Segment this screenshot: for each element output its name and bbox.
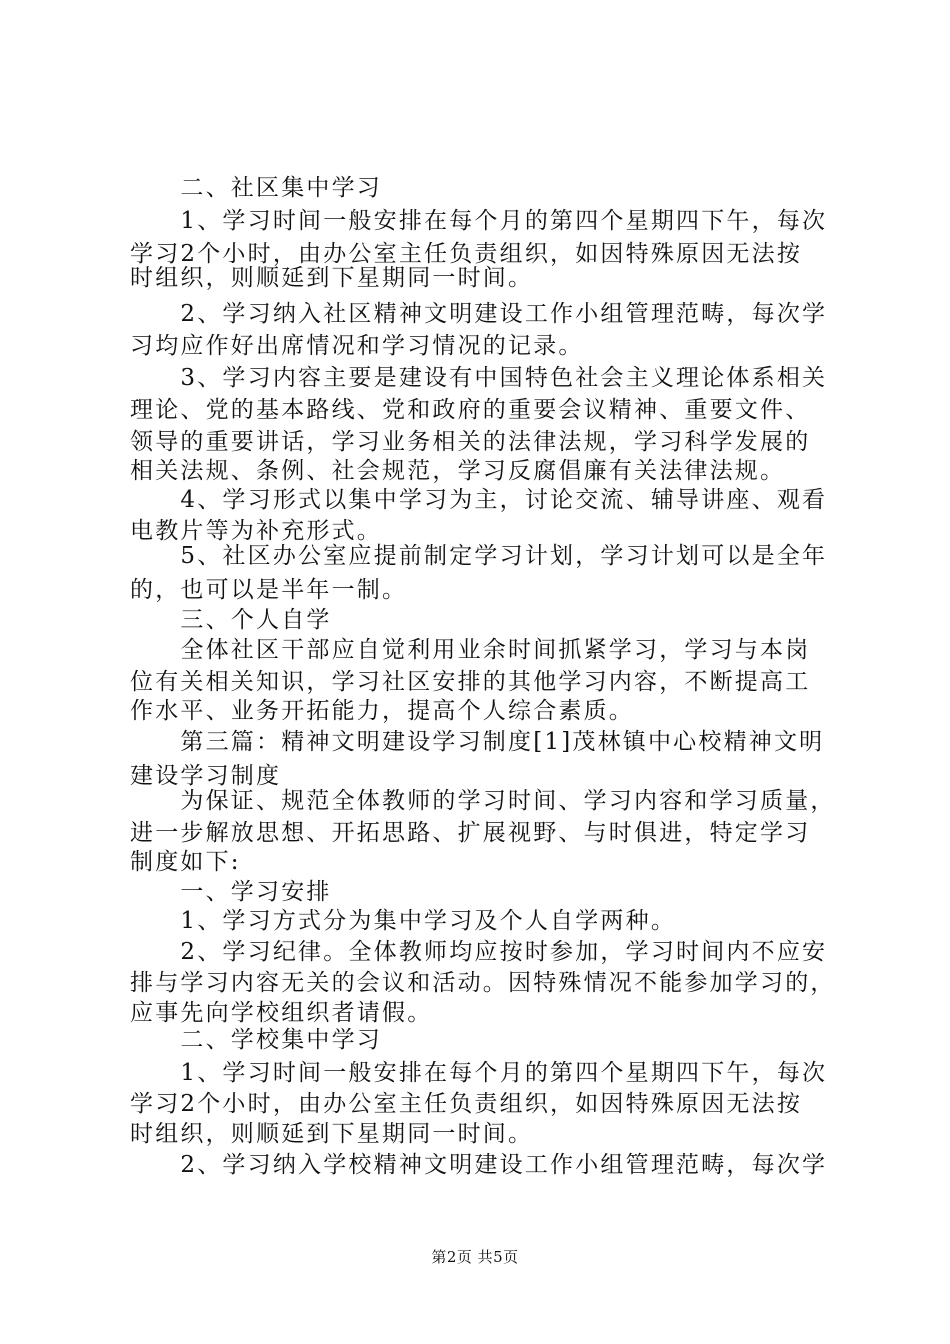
text-line: 位有关相关知识，学习社区安排的其他学习内容，不断提高工 bbox=[130, 669, 811, 695]
text-line: 4、学习形式以集中学习为主，讨论交流、辅导讲座、观看 bbox=[130, 487, 828, 513]
text-line: 1、学习方式分为集中学习及个人自学两种。 bbox=[130, 908, 677, 934]
text-line: 进一步解放思想、开拓思路、扩展视野、与时俱进，特定学习 bbox=[130, 820, 811, 846]
text-line: 时组织，则顺延到下星期同一时间。 bbox=[130, 265, 534, 291]
text-line: 电教片等为补充形式。 bbox=[130, 518, 382, 544]
text-line: 领导的重要讲话，学习业务相关的法律法规，学习科学发展的 bbox=[130, 429, 811, 455]
page-number-footer: 第2页 共5页 bbox=[431, 1248, 519, 1266]
text-line: 三、个人自学 bbox=[130, 607, 332, 633]
text-line: 的，也可以是半年一制。 bbox=[130, 577, 408, 603]
text-line: 2、学习纪律。全体教师均应按时参加，学习时间内不应安 bbox=[130, 939, 828, 965]
text-line: 3、学习内容主要是建设有中国特色社会主义理论体系相关 bbox=[130, 365, 828, 391]
text-line: 学习2个小时，由办公室主任负责组织，如因特殊原因无法按 bbox=[130, 1091, 803, 1117]
text-line: 1、学习时间一般安排在每个月的第四个星期四下午，每次 bbox=[130, 1060, 828, 1086]
text-line: 学习2个小时，由办公室主任负责组织，如因特殊原因无法按 bbox=[130, 241, 803, 267]
text-line: 习均应作好出席情况和学习情况的记录。 bbox=[130, 333, 584, 359]
text-line: 作水平、业务开拓能力，提高个人综合素质。 bbox=[130, 698, 634, 724]
text-line: 理论、党的基本路线、党和政府的重要会议精神、重要文件、 bbox=[130, 397, 811, 423]
text-line: 应事先向学校组织者请假。 bbox=[130, 1000, 433, 1026]
text-line: 制度如下: bbox=[130, 849, 241, 875]
text-line: 相关法规、条例、社会规范，学习反腐倡廉有关法律法规。 bbox=[130, 458, 786, 484]
text-line: 全体社区干部应自觉利用业余时间抓紧学习，学习与本岗 bbox=[130, 637, 811, 663]
text-line: 一、学习安排 bbox=[130, 879, 332, 905]
text-line: 时组织，则顺延到下星期同一时间。 bbox=[130, 1121, 534, 1147]
text-line: 2、学习纳入社区精神文明建设工作小组管理范畴，每次学 bbox=[130, 301, 828, 327]
text-line: 第三篇：精神文明建设学习制度[1]茂林镇中心校精神文明 bbox=[130, 729, 825, 755]
text-line: 5、社区办公室应提前制定学习计划，学习计划可以是全年 bbox=[130, 543, 828, 569]
text-line: 排与学习内容无关的会议和活动。因特殊情况不能参加学习的， bbox=[130, 970, 836, 996]
text-line: 二、社区集中学习 bbox=[130, 175, 382, 201]
text-line: 建设学习制度 bbox=[130, 763, 282, 789]
text-line: 1、学习时间一般安排在每个月的第四个星期四下午，每次 bbox=[130, 208, 828, 234]
text-line: 二、学校集中学习 bbox=[130, 1027, 382, 1053]
text-line: 2、学习纳入学校精神文明建设工作小组管理范畴，每次学 bbox=[130, 1152, 828, 1178]
text-line: 为保证、规范全体教师的学习时间、学习内容和学习质量， bbox=[130, 788, 836, 814]
